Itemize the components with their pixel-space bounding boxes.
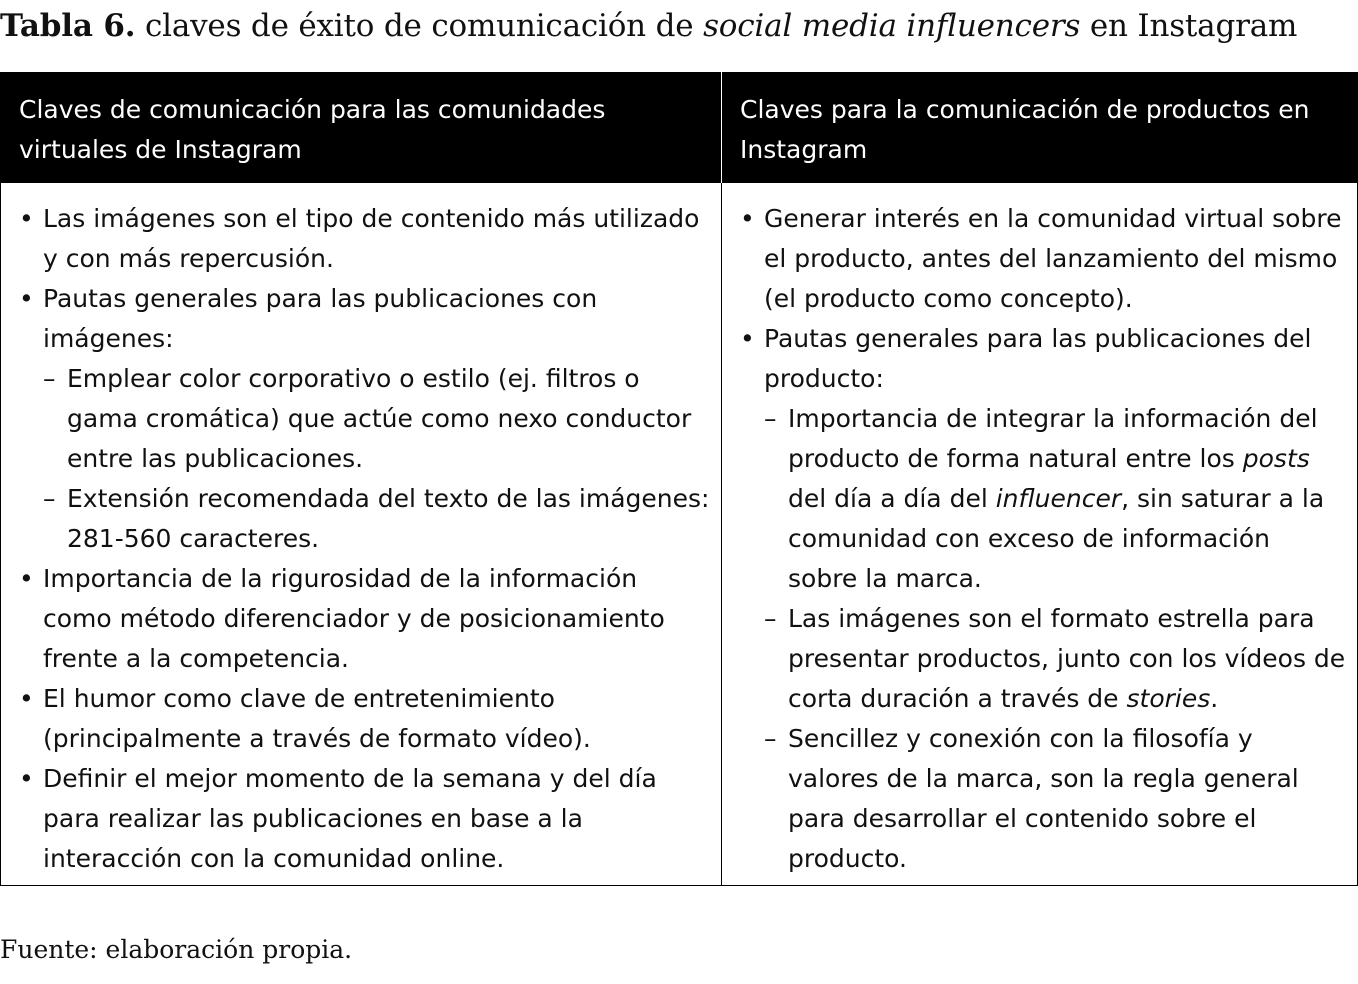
list-item-text: Generar interés en la comunidad virtual sobre el producto, antes del lanzamiento del mismo (el producto como concepto). <box>764 204 1342 313</box>
table-title-label: Tabla 6. <box>0 8 136 44</box>
sub-list-item-text: Importancia de integrar la información del producto de forma natural entre los <box>788 404 1318 473</box>
list-item-text: Pautas generales para las publicaciones con imágenes: <box>43 284 598 353</box>
table-title-text: claves de éxito de comunicación de <box>135 8 704 44</box>
list-item <box>19 759 711 879</box>
communities-list <box>19 199 711 879</box>
sub-list-item-text: del día a día del <box>788 484 996 513</box>
sub-list <box>764 399 1347 879</box>
sub-list <box>43 359 711 559</box>
sub-list-item-text: , sin saturar a la comunidad con exceso de información sobre la marca. <box>788 484 1325 593</box>
list-item <box>740 319 1347 879</box>
sub-list-item-text: Sencillez y conexión con la filosofía y valores de la marca, son la regla general para desarrollar el contenido sobre el producto. <box>788 724 1299 873</box>
list-item <box>19 199 711 279</box>
sub-list-item-text: Extensión recomendada del texto de las imágenes: 281-560 caracteres. <box>67 484 710 553</box>
sub-list-item-text: Las imágenes son el formato estrella para presentar productos, junto con los vídeos de corta duración a través de <box>788 604 1346 713</box>
list-item-text: Las imágenes son el tipo de contenido más utilizado y con más repercusión. <box>43 204 700 273</box>
sub-list-item-text: Emplear color corporativo o estilo (ej. filtros o gama cromática) que actúe como nexo conductor entre las publicaciones. <box>67 364 692 473</box>
sub-list-item <box>764 399 1347 599</box>
table-row <box>1 183 1358 886</box>
sub-list-item <box>764 719 1347 879</box>
keys-table <box>0 72 1358 886</box>
list-item <box>740 199 1347 319</box>
list-item-text: El humor como clave de entretenimiento (principalmente a través de formato vídeo). <box>43 684 591 753</box>
table-title-text-end: en Instagram <box>1080 8 1298 44</box>
sub-list-item <box>43 479 711 559</box>
list-item <box>19 279 711 559</box>
italic-term: stories <box>1126 684 1211 713</box>
list-item-text: Importancia de la rigurosidad de la información como método diferenciador y de posicionamiento frente a la competencia. <box>43 564 665 673</box>
header-communities: Claves de comunicación para las comunidades virtuales de Instagram <box>1 72 722 183</box>
italic-term: influencer <box>995 484 1122 513</box>
italic-term: posts <box>1242 444 1310 473</box>
cell-products <box>722 183 1358 886</box>
table-title-italic: social media influencers <box>703 8 1081 44</box>
list-item-text: Definir el mejor momento de la semana y del día para realizar las publicaciones en base a la interacción con la comunidad online. <box>43 764 657 873</box>
sub-list-item <box>764 599 1347 719</box>
list-item <box>19 679 711 759</box>
cell-communities <box>1 183 722 886</box>
table-title <box>0 4 1358 48</box>
sub-list-item-text: . <box>1210 684 1219 713</box>
table-header-row <box>1 72 1358 183</box>
sub-list-item <box>43 359 711 479</box>
products-list <box>740 199 1347 879</box>
list-item-text: Pautas generales para las publicaciones del producto: <box>764 324 1312 393</box>
source-note: Fuente: elaboración propia. <box>0 935 353 964</box>
header-products: Claves para la comunicación de productos en Instagram <box>722 72 1358 183</box>
list-item <box>19 559 711 679</box>
